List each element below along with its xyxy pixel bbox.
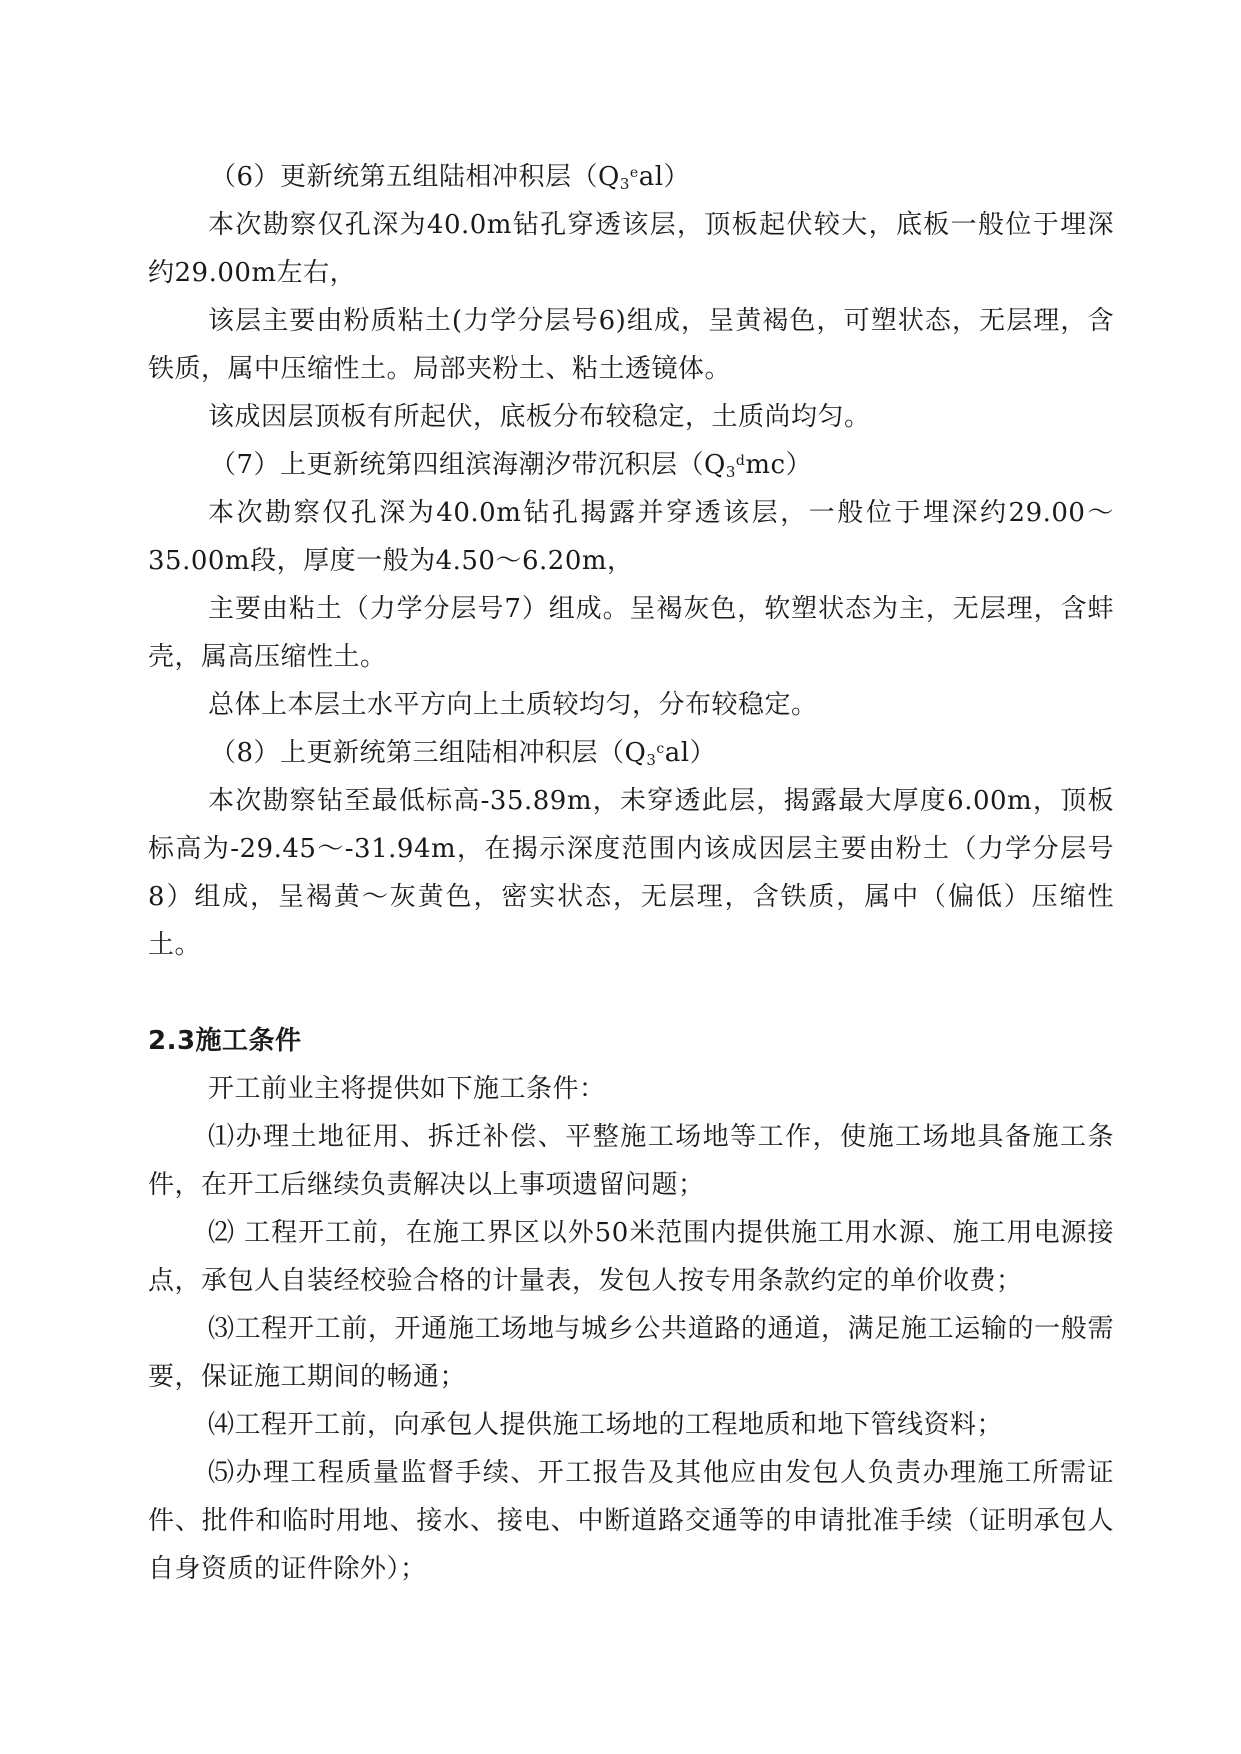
section-7-paragraph-2: 主要由粘土（力学分层号7）组成。呈褐灰色，软塑状态为主，无层理，含蚌壳，属高压缩性土。: [148, 594, 1114, 672]
section-7-title-subscript: 3: [725, 463, 736, 481]
section-8-title-subscript: 3: [646, 751, 657, 769]
section-6-title-subscript: 3: [619, 175, 630, 193]
page-content: [148, 153, 1114, 1593]
condition-item-3: ⑶工程开工前，开通施工场地与城乡公共道路的通道，满足施工运输的一般需要，保证施工期间的畅通；: [148, 1314, 1114, 1392]
section-6-paragraph-3: 该成因层顶板有所起伏，底板分布较稳定，土质尚均匀。: [208, 402, 871, 432]
section-8-title-superscript: c: [656, 741, 665, 757]
section-2-3-heading: 2.3施工条件: [148, 1026, 302, 1056]
condition-item-4: ⑷工程开工前，向承包人提供施工场地的工程地质和地下管线资料；: [208, 1410, 1004, 1440]
section-7-title-superscript: d: [735, 453, 746, 469]
section-6-title-suffix: al）: [638, 162, 691, 192]
section-7-title: [148, 441, 1114, 489]
section-8-title-suffix: al）: [664, 738, 717, 768]
section-6-title: [148, 153, 1114, 201]
section-8-title-text: （8）上更新统第三组陆相冲积层（Q: [210, 738, 647, 768]
section-7-paragraph-1: 本次勘察仅孔深为40.0m钻孔揭露并穿透该层，一般位于埋深约29.00～35.00m段，厚度一般为4.50～6.20m，: [148, 498, 1114, 576]
section-7-paragraph-3: 总体上本层土水平方向上土质较均匀，分布较稳定。: [208, 690, 818, 720]
section-8-paragraph-1: 本次勘察钻至最低标高-35.89m，未穿透此层，揭露最大厚度6.00m，顶板标高为-29.45～-31.94m，在揭示深度范围内该成因层主要由粉土（力学分层号8）组成，呈褐黄～灰黄色，密实状态，无层理，含铁质，属中（偏低）压缩性土。: [148, 786, 1114, 960]
section-7-title-suffix: mc）: [745, 450, 813, 480]
section-6-title-superscript: e: [629, 165, 639, 181]
section-6-paragraph-1: 本次勘察仅孔深为40.0m钻孔穿透该层，顶板起伏较大，底板一般位于埋深约29.00m左右，: [148, 210, 1114, 288]
section-6-paragraph-2: 该层主要由粉质粘土(力学分层号6)组成，呈黄褐色，可塑状态，无层理，含铁质，属中压缩性土。局部夹粉土、粘土透镜体。: [148, 306, 1114, 384]
section-7-title-text: （7）上更新统第四组滨海潮汐带沉积层（Q: [210, 450, 726, 480]
condition-item-5: ⑸办理工程质量监督手续、开工报告及其他应由发包人负责办理施工所需证件、批件和临时用地、接水、接电、中断道路交通等的申请批准手续（证明承包人自身资质的证件除外）；: [148, 1458, 1114, 1584]
condition-item-1: ⑴办理土地征用、拆迁补偿、平整施工场地等工作，使施工场地具备施工条件，在开工后继续负责解决以上事项遗留问题；: [148, 1122, 1114, 1200]
condition-item-2: ⑵ 工程开工前，在施工界区以外50米范围内提供施工用水源、施工用电源接点，承包人自装经校验合格的计量表，发包人按专用条款约定的单价收费；: [148, 1218, 1114, 1296]
section-8-title: [148, 729, 1114, 777]
section-2-3-intro: 开工前业主将提供如下施工条件：: [208, 1074, 606, 1104]
section-6-title-text: （6）更新统第五组陆相冲积层（Q: [210, 162, 620, 192]
